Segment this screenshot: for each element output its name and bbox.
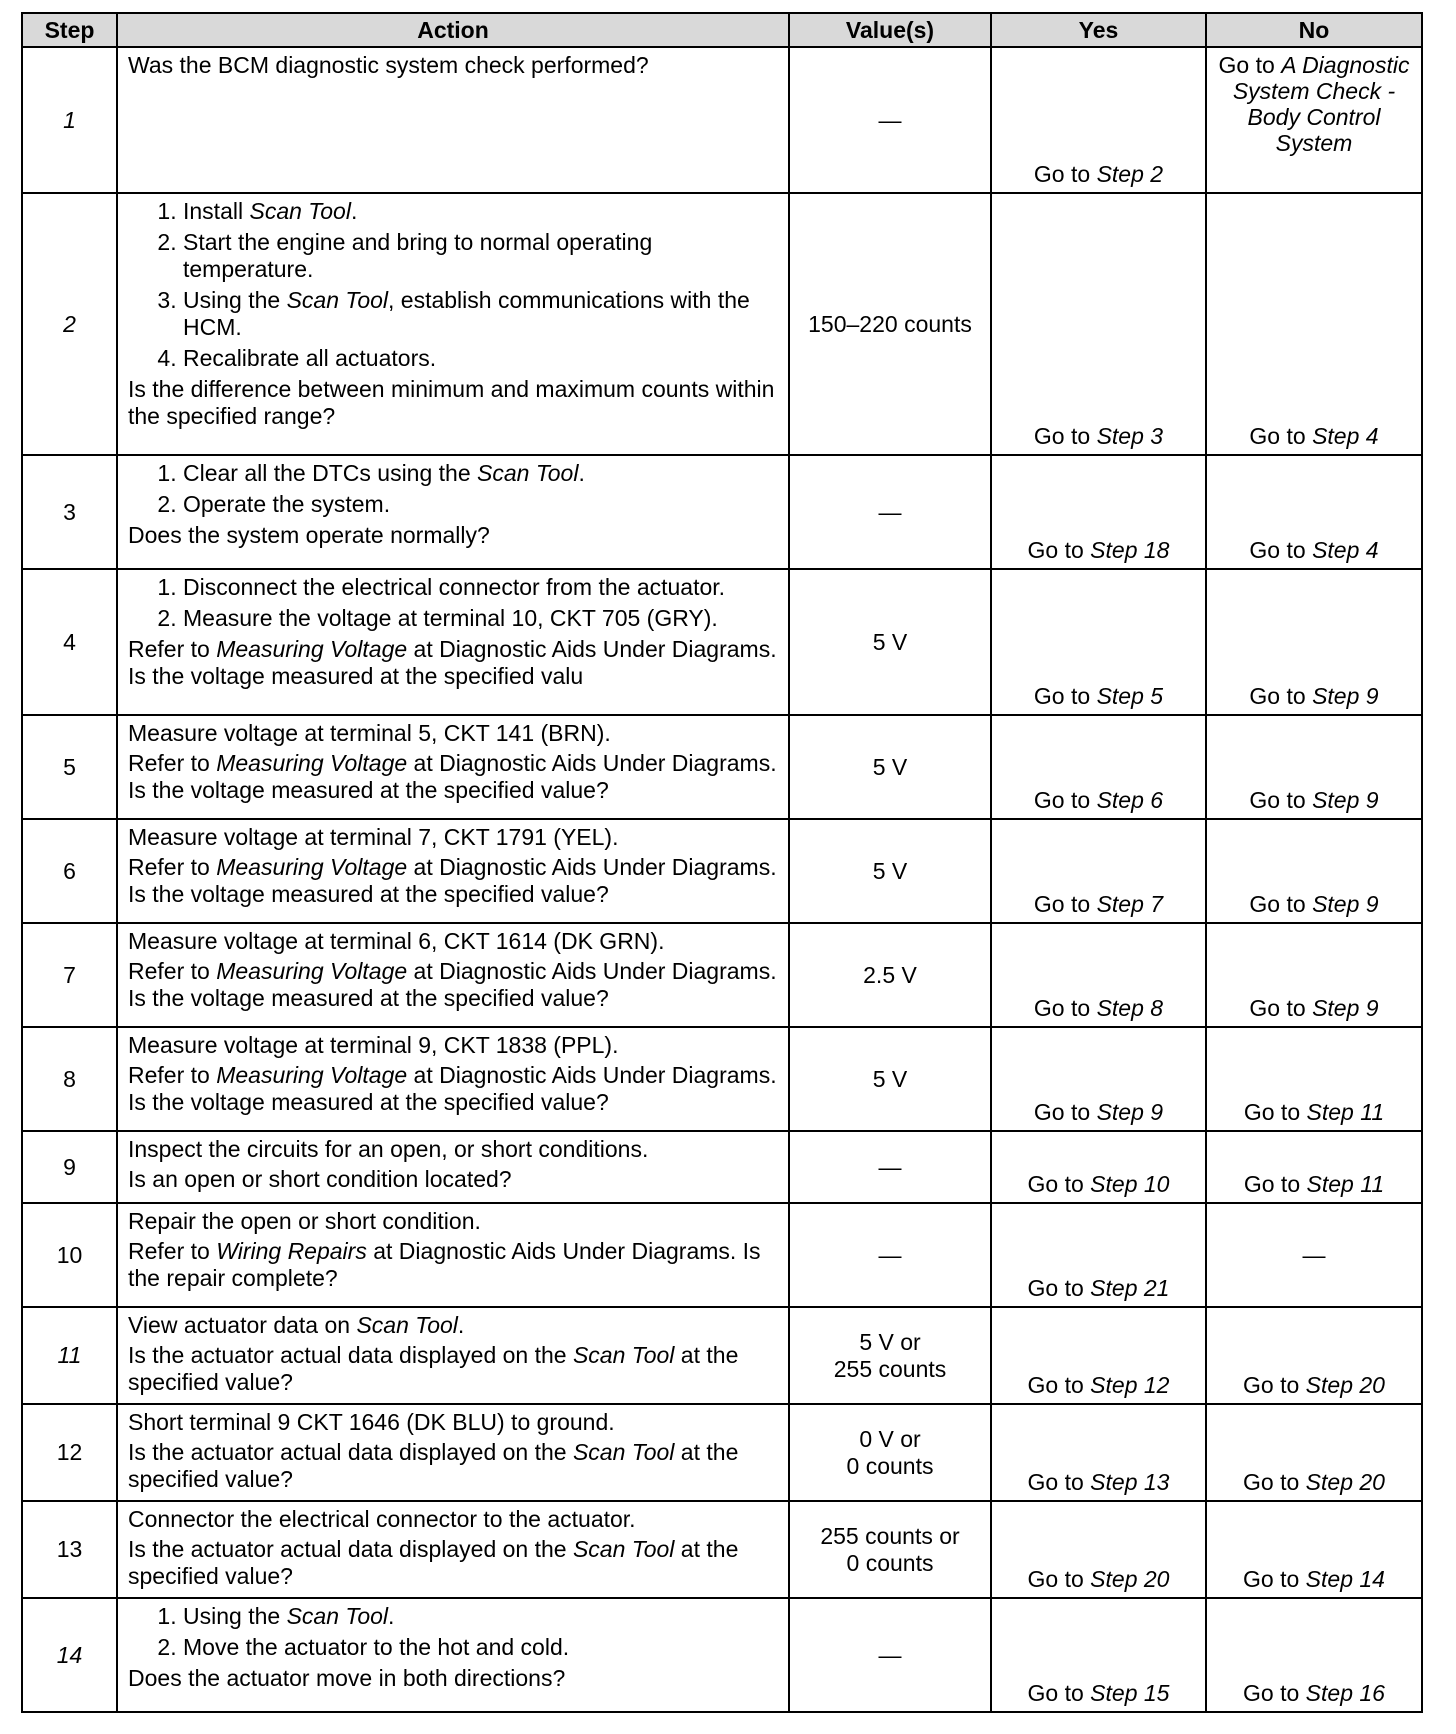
- action-list: [128, 574, 780, 632]
- table-row: [22, 819, 1422, 923]
- no-cell: Go to Step 20: [1206, 1307, 1422, 1404]
- table-row: [22, 193, 1422, 455]
- value-cell: 5 V: [789, 1027, 991, 1131]
- step-number: 8: [22, 1027, 117, 1131]
- action-text: Was the BCM diagnostic system check performed?: [128, 52, 649, 78]
- yes-cell: Go to Step 13: [991, 1404, 1206, 1501]
- header-yes: Yes: [991, 13, 1206, 47]
- action-cell: [117, 819, 789, 923]
- action-text: Repair the open or short condition.: [128, 1208, 481, 1234]
- no-cell: Go to Step 4: [1206, 455, 1422, 569]
- value-cell: —: [789, 47, 991, 193]
- action-question: Does the system operate normally?: [128, 522, 490, 548]
- table-row: [22, 1501, 1422, 1598]
- value-cell: —: [789, 455, 991, 569]
- action-question: Is an open or short condition located?: [128, 1166, 512, 1192]
- action-cell: [117, 47, 789, 193]
- action-cell: [117, 1203, 789, 1307]
- yes-cell: Go to Step 6: [991, 715, 1206, 819]
- table-row: [22, 1404, 1422, 1501]
- header-no: No: [1206, 13, 1422, 47]
- value-cell: —: [789, 1131, 991, 1203]
- no-cell: Go to Step 4: [1206, 193, 1422, 455]
- action-question: Is the difference between minimum and maximum counts within the specified range?: [128, 376, 775, 429]
- action-cell: [117, 1027, 789, 1131]
- value-cell: 5 V: [789, 569, 991, 715]
- list-item: 3. Using the Scan Tool, establish communications with the HCM.: [183, 287, 780, 341]
- no-cell: Go to Step 11: [1206, 1027, 1422, 1131]
- list-item: 2. Measure the voltage at terminal 10, CKT 705 (GRY).: [183, 605, 780, 632]
- yes-cell: Go to Step 12: [991, 1307, 1206, 1404]
- list-item: 1. Disconnect the electrical connector from the actuator.: [183, 574, 780, 601]
- step-number: 5: [22, 715, 117, 819]
- step-number: 12: [22, 1404, 117, 1501]
- no-cell: Go to Step 9: [1206, 819, 1422, 923]
- value-cell: 5 V: [789, 819, 991, 923]
- action-list: [128, 198, 780, 372]
- action-question: Is the actuator actual data displayed on the Scan Tool at the specified value?: [128, 1536, 739, 1589]
- action-text: Measure voltage at terminal 5, CKT 141 (BRN).: [128, 720, 611, 746]
- list-item: 1. Using the Scan Tool.: [183, 1603, 780, 1630]
- action-question: Is the actuator actual data displayed on the Scan Tool at the specified value?: [128, 1342, 739, 1395]
- action-text: Measure voltage at terminal 6, CKT 1614 (DK GRN).: [128, 928, 665, 954]
- header-row: [22, 13, 1422, 47]
- action-cell: [117, 1598, 789, 1712]
- step-number: 4: [22, 569, 117, 715]
- step-number: 9: [22, 1131, 117, 1203]
- no-cell: Go to Step 9: [1206, 923, 1422, 1027]
- yes-cell: Go to Step 5: [991, 569, 1206, 715]
- header-step: Step: [22, 13, 117, 47]
- value-cell: 0 V or 0 counts: [789, 1404, 991, 1501]
- table-row: [22, 1598, 1422, 1712]
- step-number: 11: [22, 1307, 117, 1404]
- yes-cell: Go to Step 8: [991, 923, 1206, 1027]
- action-reference: Refer to Measuring Voltage at Diagnostic Aids Under Diagrams. Is the voltage measured at the specified valu: [128, 636, 777, 689]
- no-cell: Go to Step 14: [1206, 1501, 1422, 1598]
- action-text: Measure voltage at terminal 9, CKT 1838 (PPL).: [128, 1032, 619, 1058]
- action-cell: [117, 1501, 789, 1598]
- step-number: 7: [22, 923, 117, 1027]
- action-text: Measure voltage at terminal 7, CKT 1791 (YEL).: [128, 824, 619, 850]
- step-number: 3: [22, 455, 117, 569]
- action-text: Short terminal 9 CKT 1646 (DK BLU) to ground.: [128, 1409, 615, 1435]
- yes-cell: Go to Step 9: [991, 1027, 1206, 1131]
- list-item: 1. Clear all the DTCs using the Scan Tool.: [183, 460, 780, 487]
- action-cell: [117, 1404, 789, 1501]
- header-values: Value(s): [789, 13, 991, 47]
- action-reference: Refer to Measuring Voltage at Diagnostic Aids Under Diagrams. Is the voltage measured at the specified value?: [128, 958, 777, 1011]
- step-number: 6: [22, 819, 117, 923]
- list-item: 4. Recalibrate all actuators.: [183, 345, 780, 372]
- action-cell: [117, 1307, 789, 1404]
- value-cell: —: [789, 1203, 991, 1307]
- yes-cell: Go to Step 10: [991, 1131, 1206, 1203]
- action-reference: Refer to Measuring Voltage at Diagnostic Aids Under Diagrams. Is the voltage measured at the specified value?: [128, 1062, 777, 1115]
- list-item: 2. Operate the system.: [183, 491, 780, 518]
- step-number: 2: [22, 193, 117, 455]
- action-text: View actuator data on Scan Tool.: [128, 1312, 465, 1338]
- action-list: [128, 460, 780, 518]
- table-row: [22, 569, 1422, 715]
- table-row: [22, 1307, 1422, 1404]
- header-action: Action: [117, 13, 789, 47]
- diagnostic-table-page: [21, 12, 1423, 1713]
- list-item: 2. Start the engine and bring to normal operating temperature.: [183, 229, 780, 283]
- action-text: Inspect the circuits for an open, or short conditions.: [128, 1136, 649, 1162]
- no-cell: —: [1206, 1203, 1422, 1307]
- value-cell: 150–220 counts: [789, 193, 991, 455]
- table-row: [22, 923, 1422, 1027]
- action-cell: [117, 455, 789, 569]
- no-cell: Go to A Diagnostic System Check - Body Control System: [1206, 47, 1422, 193]
- step-number: 10: [22, 1203, 117, 1307]
- yes-cell: Go to Step 2: [991, 47, 1206, 193]
- value-cell: —: [789, 1598, 991, 1712]
- list-item: 1. Install Scan Tool.: [183, 198, 780, 225]
- no-cell: Go to Step 9: [1206, 569, 1422, 715]
- yes-cell: Go to Step 15: [991, 1598, 1206, 1712]
- step-number: 14: [22, 1598, 117, 1712]
- table-row: [22, 1131, 1422, 1203]
- step-number: 13: [22, 1501, 117, 1598]
- table-row: [22, 1027, 1422, 1131]
- step-number: 1: [22, 47, 117, 193]
- yes-cell: Go to Step 3: [991, 193, 1206, 455]
- table-row: [22, 715, 1422, 819]
- table-row: [22, 455, 1422, 569]
- action-reference: Refer to Wiring Repairs at Diagnostic Aids Under Diagrams. Is the repair complete?: [128, 1238, 761, 1291]
- value-cell: 5 V or 255 counts: [789, 1307, 991, 1404]
- value-cell: 2.5 V: [789, 923, 991, 1027]
- action-question: Is the actuator actual data displayed on the Scan Tool at the specified value?: [128, 1439, 739, 1492]
- action-cell: [117, 569, 789, 715]
- action-reference: Refer to Measuring Voltage at Diagnostic Aids Under Diagrams. Is the voltage measured at the specified value?: [128, 854, 777, 907]
- action-question: Does the actuator move in both directions?: [128, 1665, 566, 1691]
- action-list: [128, 1603, 780, 1661]
- yes-cell: Go to Step 20: [991, 1501, 1206, 1598]
- diagnostic-table: [21, 12, 1423, 1713]
- table-row: [22, 47, 1422, 193]
- yes-cell: Go to Step 18: [991, 455, 1206, 569]
- action-cell: [117, 923, 789, 1027]
- no-cell: Go to Step 9: [1206, 715, 1422, 819]
- yes-cell: Go to Step 21: [991, 1203, 1206, 1307]
- no-cell: Go to Step 16: [1206, 1598, 1422, 1712]
- action-text: Connector the electrical connector to the actuator.: [128, 1506, 636, 1532]
- action-reference: Refer to Measuring Voltage at Diagnostic Aids Under Diagrams. Is the voltage measured at the specified value?: [128, 750, 777, 803]
- value-cell: 5 V: [789, 715, 991, 819]
- yes-cell: Go to Step 7: [991, 819, 1206, 923]
- action-cell: [117, 1131, 789, 1203]
- list-item: 2. Move the actuator to the hot and cold.: [183, 1634, 780, 1661]
- no-cell: Go to Step 11: [1206, 1131, 1422, 1203]
- value-cell: 255 counts or 0 counts: [789, 1501, 991, 1598]
- no-cell: Go to Step 20: [1206, 1404, 1422, 1501]
- table-row: [22, 1203, 1422, 1307]
- action-cell: [117, 193, 789, 455]
- action-cell: [117, 715, 789, 819]
